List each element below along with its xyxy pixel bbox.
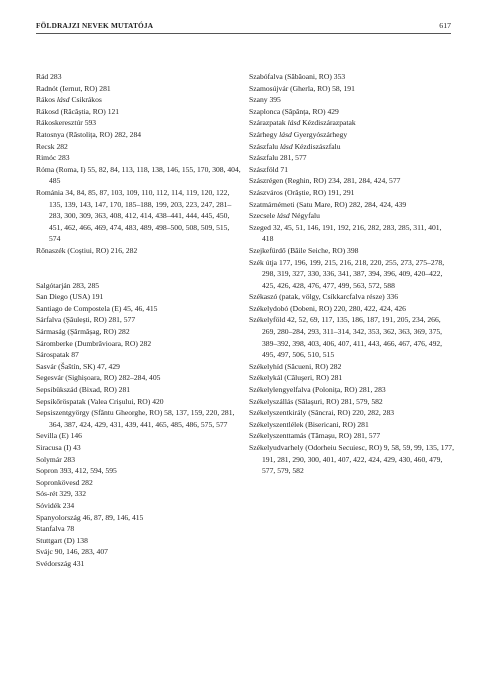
index-entry: Rákoskeresztúr 593 [36, 118, 97, 128]
index-entry: Románia 34, 84, 85, 87, 103, 109, 110, 112, 114, 119, 120, 122, 135, 139, 143, 147, 170, 185–188, 199, 203, 223, 247, 281–283, 300, 309, 363, 408, 412, 414, 438–441, 444, 445, 450, 451, 462, 466, 469, 474, 483, 489, 498–500, 508, 509, 515, 574 [36, 187, 232, 244]
index-entry: Székelyszentkirály (Sâncrai, RO) 220, 282, 283 [249, 408, 395, 418]
index-entry: San Diego (USA) 191 [36, 292, 104, 302]
index-entry: Rákos lásd Csikrákos [36, 95, 102, 105]
index-entry: Sepsiszentgyörgy (Sfântu Gheorghe, RO) 58, 137, 159, 220, 281, 364, 387, 424, 429, 431, 439, 441, 465, 485, 486, 575, 577 [36, 408, 235, 429]
index-entry: Szaplonca (Săpânța, RO) 429 [249, 106, 339, 116]
index-entry: Rimóc 283 [36, 153, 70, 163]
index-entry: Segesvár (Sighișoara, RO) 282–284, 405 [36, 373, 161, 383]
index-entry: Stanfalva 78 [36, 524, 75, 534]
index-entry: Szatmárnémeti (Satu Mare, RO) 282, 284, 424, 439 [249, 199, 407, 209]
index-column-left [36, 71, 241, 570]
index-entry: Sevilla (E) 146 [36, 431, 82, 441]
index-entry: Szamosújvár (Gherla, RO) 58, 191 [249, 83, 355, 93]
index-entry: Szárazpatak lásd Kézdiszárazpatak [249, 118, 356, 128]
index-entry: Székelyszentlélek (Bisericani, RO) 281 [249, 419, 369, 429]
index-entry: Ratosnya (Răstolița, RO) 282, 284 [36, 129, 142, 139]
index-entry: Róma (Roma, I) 55, 82, 84, 113, 118, 138, 146, 155, 170, 308, 404, 485 [36, 164, 241, 186]
index-entry: Szászrégen (Reghin, RO) 234, 281, 284, 424, 577 [249, 176, 401, 186]
index-entry: Szeged 32, 45, 51, 146, 191, 192, 216, 282, 283, 285, 311, 401, 418 [249, 222, 442, 244]
index-entry: Székelykál (Căluşeri, RO) 281 [249, 373, 343, 383]
index-entry: Szejkefürdő (Băile Seiche, RO) 398 [249, 245, 359, 255]
index-entry: Sepsikőröspatak (Valea Crișului, RO) 420 [36, 396, 164, 406]
index-entry: Székelyhíd (Săcueni, RO) 282 [249, 361, 342, 371]
index-entry: Székaszó (patak, völgy, Csíkkarcfalva része) 336 [249, 292, 399, 302]
index-entry: Sopron 393, 412, 594, 595 [36, 466, 117, 476]
index-column-right [249, 71, 454, 477]
index-entry: Rőnaszék (Coștiui, RO) 216, 282 [36, 245, 138, 255]
index-entry: Székelylengyelfalva (Polonița, RO) 281, 283 [249, 385, 386, 395]
index-entry: Szék útja 177, 196, 199, 215, 216, 218, 220, 255, 273, 275–278, 298, 319, 327, 330, 336, 341, 387, 394, 396, 409, 420–422, 425, 426, 428, 476, 477, 499, 563, 572, 588 [249, 257, 445, 290]
index-entry: Szászföld 71 [249, 164, 289, 174]
index-entry: Szecsele lásd Négyfalu [249, 211, 320, 221]
index-entry: Stuttgart (D) 138 [36, 535, 88, 545]
index-entry: Siracusa (I) 43 [36, 443, 81, 452]
index-entry: Svédország 431 [36, 558, 85, 568]
index-entry: Spanyolország 46, 87, 89, 146, 415 [36, 512, 144, 522]
index-entry: Solymár 283 [36, 454, 76, 464]
index-entry: Svájc 90, 146, 283, 407 [36, 547, 108, 557]
index-entry: Sós-rét 329, 332 [36, 489, 86, 499]
index-entry: Recsk 282 [36, 141, 68, 151]
letter-group-spacer [36, 257, 241, 280]
index-entry: Szászfalu lásd Kézdiszászfalu [249, 141, 341, 151]
index-entry: Szabófalva (Săbăoani, RO) 353 [249, 72, 346, 81]
index-entry: Rád 283 [36, 72, 62, 81]
index-entry: Székelyszenttamás (Tămașu, RO) 281, 577 [249, 431, 381, 441]
index-entry: Székelyföld 42, 52, 69, 117, 135, 186, 187, 191, 205, 234, 266, 269, 280–284, 293, 311–314, 342, 353, 362, 363, 369, 375, 389–392, 398, 403, 406, 407, 411, 443, 466, 467, 476, 492, 495, 497, 506, 510, 515 [249, 315, 443, 360]
index-entry: Salgótarján 283, 285 [36, 280, 100, 290]
index-entry: Szárhegy lásd Gyergyószárhegy [249, 129, 348, 139]
index-entry: Rákosd (Răcăștia, RO) 121 [36, 106, 120, 116]
index-entry: Sáromberke (Dumbrăvioara, RO) 282 [36, 338, 152, 348]
index-entry: Sepsibükszád (Bixad, RO) 281 [36, 385, 131, 395]
index-entry: Szászfalu 281, 577 [249, 153, 307, 163]
index-entry: Radnót (Iernut, RO) 281 [36, 83, 111, 93]
index-entry: Székelyszállás (Sălașuri, RO) 281, 579, 582 [249, 396, 383, 406]
index-entry: Sasvár (Šaštín, SK) 47, 429 [36, 361, 120, 371]
index-entry: Szászváros (Orăștie, RO) 191, 291 [249, 187, 355, 197]
index-entry: Santiago de Compostela (E) 45, 46, 415 [36, 303, 158, 313]
index-entry: Sóvidék 234 [36, 500, 75, 510]
index-entry: Sármaság (Șărmășag, RO) 282 [36, 327, 130, 337]
index-entry: Székelydobó (Dobeni, RO) 220, 280, 422, 424, 426 [249, 303, 406, 313]
index-entry: Szany 395 [249, 95, 281, 105]
index-entry: Sárfalva (Șăulești, RO) 281, 577 [36, 315, 136, 325]
page-number: 617 [439, 21, 451, 30]
header-rule [36, 33, 451, 34]
index-entry: Sopronkövesd 282 [36, 477, 93, 487]
running-header-title: FÖLDRAJZI NEVEK MUTATÓJA [36, 21, 154, 30]
index-entry: Sárospatak 87 [36, 350, 79, 360]
index-entry: Székelyudvarhely (Odorheiu Secuiesc, RO) 9, 58, 59, 99, 135, 177, 191, 281, 290, 300, 401, 407, 422, 424, 429, 430, 460, 479, 577, 579, 582 [249, 443, 454, 476]
